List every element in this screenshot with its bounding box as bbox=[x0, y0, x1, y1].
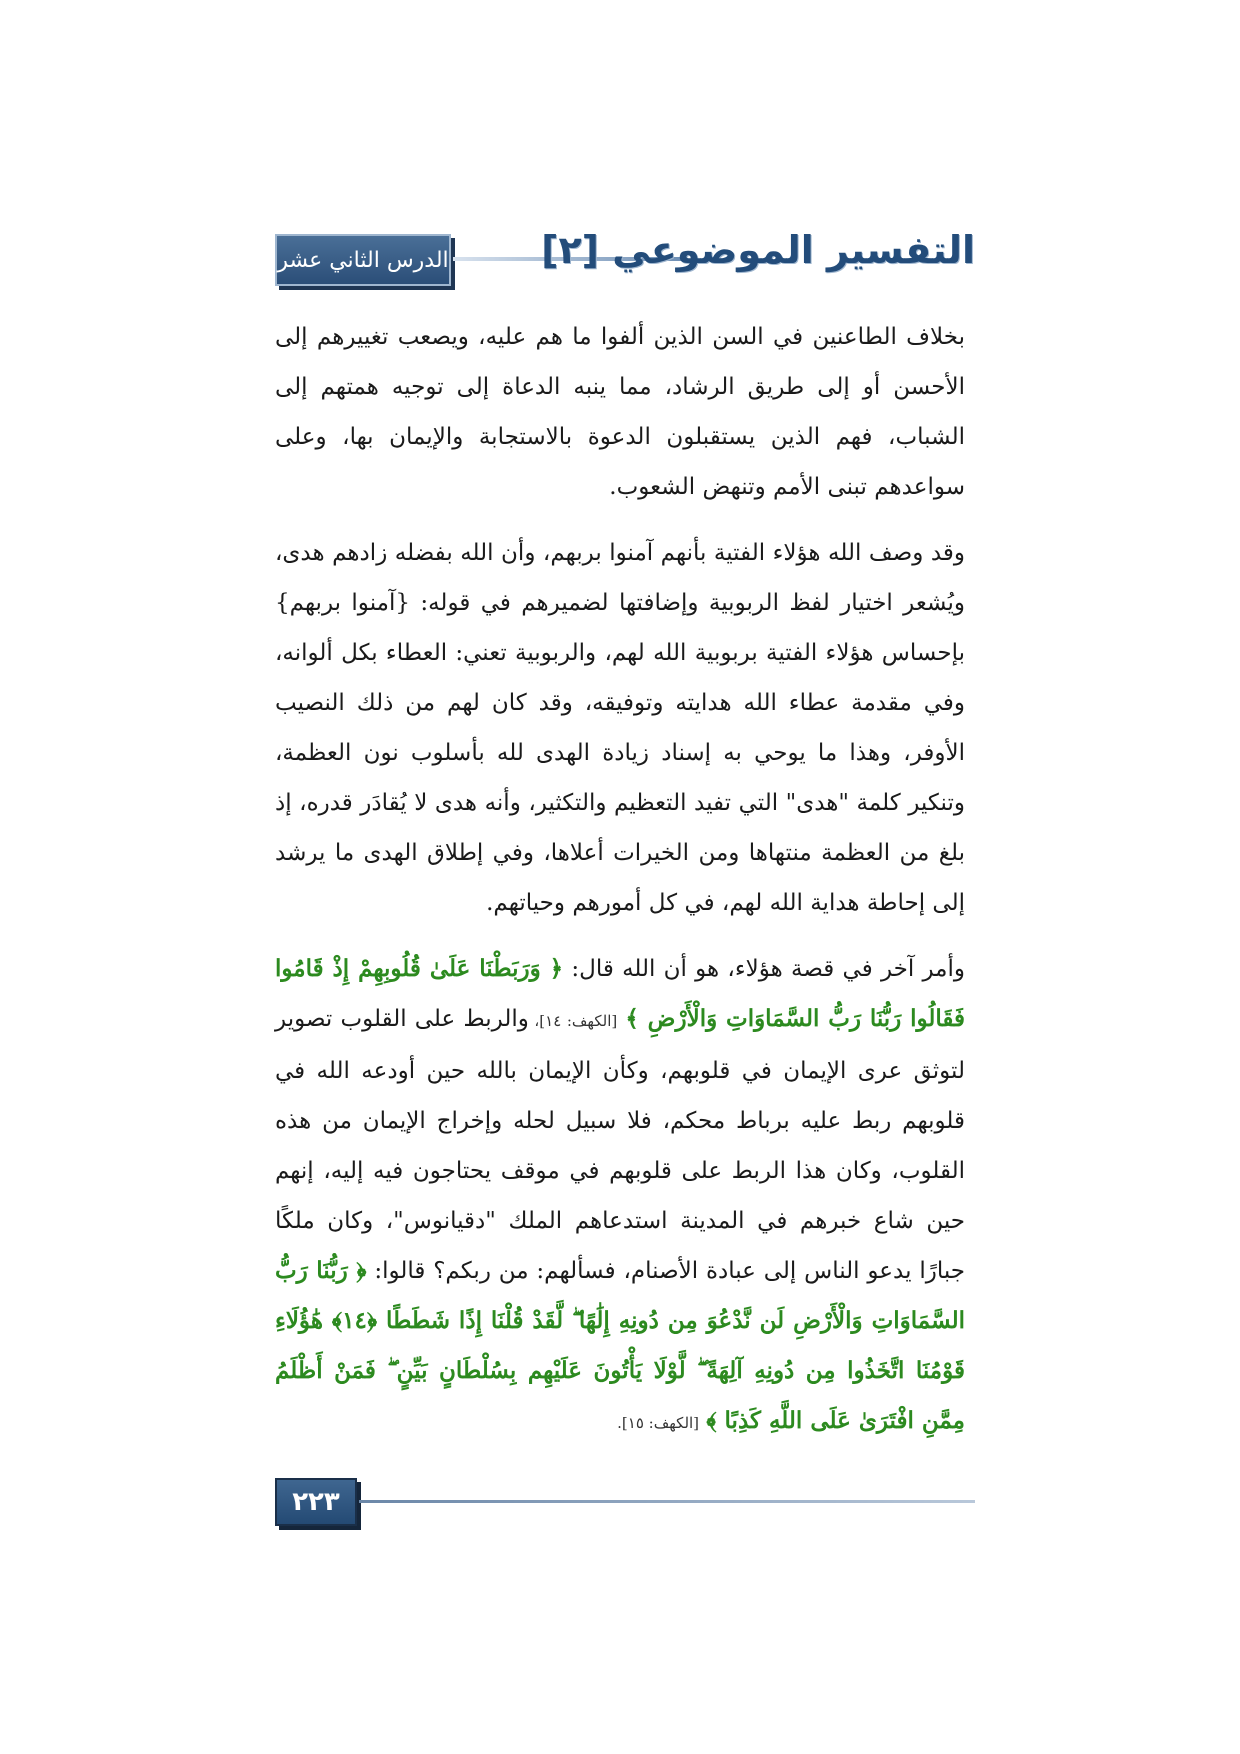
verse-reference-2: [الكهف: ١٥]. bbox=[617, 1414, 700, 1432]
footer-divider bbox=[359, 1500, 975, 1503]
quran-verse-1: ﴿ وَرَبَطْنَا عَلَىٰ قُلُوبِهِمْ إِذْ قَامُوا فَقَالُوا رَبُّنَا رَبُّ السَّمَاوَاتِ وَالْأَرْضِ ﴾ bbox=[275, 955, 966, 1032]
page-number: ٢٢٣ bbox=[275, 1478, 357, 1526]
paragraph-2: وقد وصف الله هؤلاء الفتية بأنهم آمنوا بربهم، وأن الله بفضله زادهم هدى، ويُشعر اختيار لفظ الربوبية وإضافتها لضميرهم في قوله: {آمنوا بربهم} بإحساس هؤلاء الفتية بربوبية الله لهم، والربوبية تعني: العطاء بكل ألوانه، وفي مقدمة عطاء الله هدايته وتوفيقه، وقد كان لهم من ذلك النصيب الأوفر، وهذا ما يوحي به إسناد زيادة الهدى لله بأسلوب نون العظمة، وتنكير كلمة "هدى" التي تفيد التعظيم والتكثير، وأنه هدى لا يُقادَر قدره، إذ بلغ من العظمة منتهاها ومن الخيرات أعلاها، وفي إطلاق الهدى ما يرشد إلى إحاطة هداية الله لهم، في كل أمورهم وحياتهم. bbox=[275, 540, 965, 916]
lesson-badge: الدرس الثاني عشر bbox=[275, 234, 451, 286]
page-footer bbox=[275, 1478, 975, 1530]
page-header bbox=[275, 228, 975, 292]
paragraph-3-middle: والربط على القلوب تصوير لتوثق عرى الإيمان في قلوبهم، وكأن الإيمان بالله حين أودعه الله في قلوبهم ربط عليه برباط محكم، فلا سبيل لحله وإخراج الإيمان من هذه القلوب، وكان هذا الربط على قلوبهم في موقف يحتاجون فيه إليه، إنهم حين شاع خبرهم في المدينة استدعاهم الملك "دقيانوس"، وكان ملكًا جبارًا يدعو الناس إلى عبادة الأصنام، فسألهم: من ربكم؟ قالوا: bbox=[275, 1006, 965, 1284]
verse-reference-1: [الكهف: ١٤]، bbox=[528, 1012, 618, 1030]
quran-verse-2: ﴿ رَبُّنَا رَبُّ السَّمَاوَاتِ وَالْأَرْضِ لَن نَّدْعُوَ مِن دُونِهِ إِلَٰهًا ۖ لَّقَدْ قُلْنَا إِذًا شَطَطًا ﴿١٤﴾ هَٰؤُلَاءِ قَوْمُنَا اتَّخَذُوا مِن دُونِهِ آلِهَةً ۖ لَّوْلَا يَأْتُونَ عَلَيْهِم بِسُلْطَانٍ بَيِّنٍ ۖ فَمَنْ أَظْلَمُ مِمَّنِ افْتَرَىٰ عَلَى اللَّهِ كَذِبًا ﴾ bbox=[275, 1257, 965, 1434]
main-text bbox=[275, 312, 965, 1464]
paragraph-3 bbox=[275, 944, 965, 1448]
paragraph-3-intro: وأمر آخر في قصة هؤلاء، هو أن الله قال: bbox=[563, 956, 965, 982]
book-title: التفسير الموضوعي [٢] bbox=[541, 228, 975, 272]
paragraph-1: بخلاف الطاعنين في السن الذين ألفوا ما هم عليه، ويصعب تغييرهم إلى الأحسن أو إلى طريق الرشاد، مما ينبه الدعاة إلى توجيه همتهم إلى الشباب، فهم الذين يستقبلون الدعوة بالاستجابة والإيمان بها، وعلى سواعدهم تبنى الأمم وتنهض الشعوب. bbox=[275, 324, 965, 500]
